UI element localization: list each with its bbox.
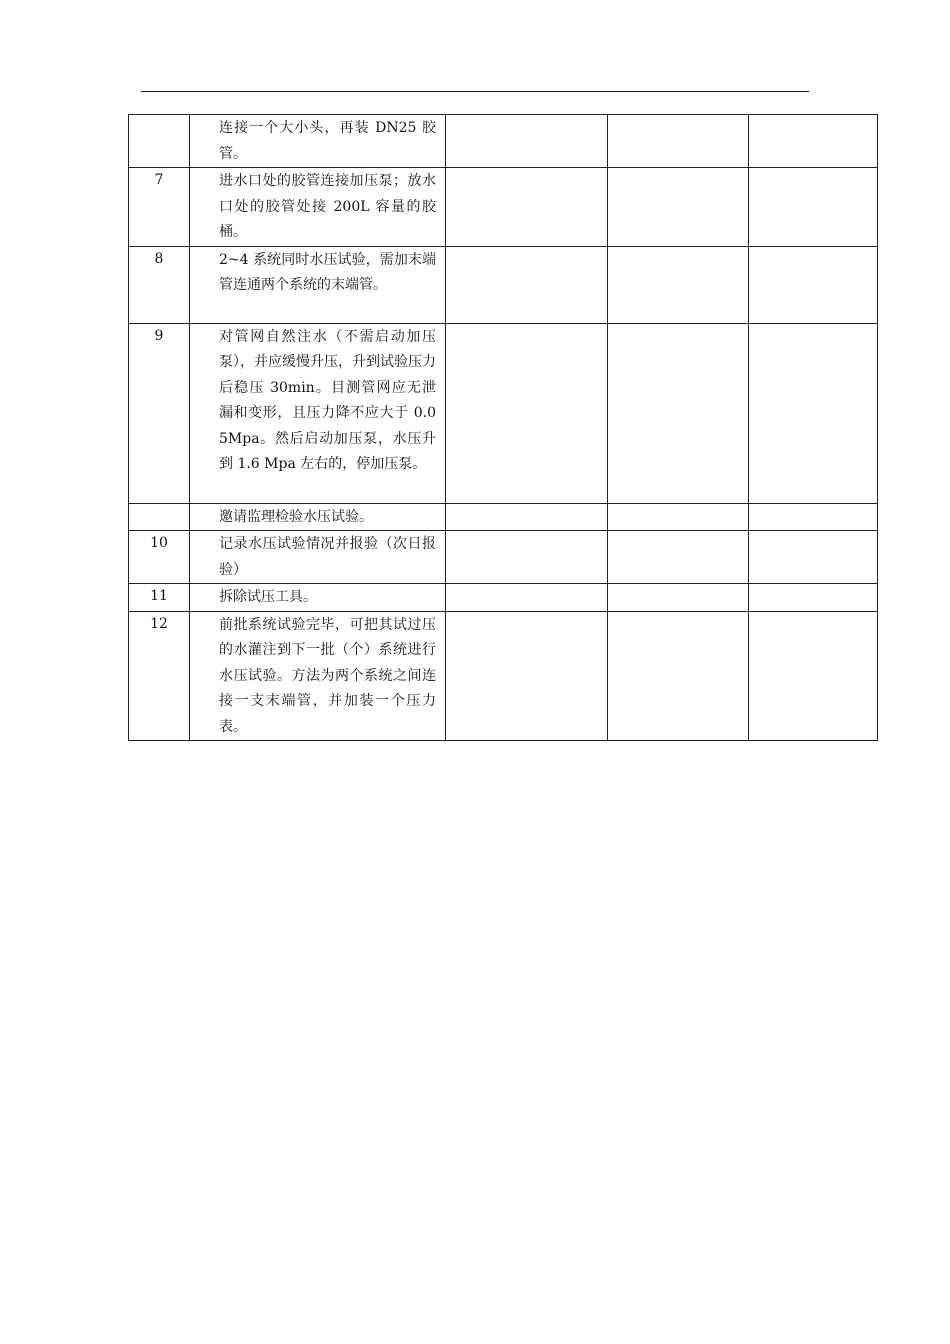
blank-cell — [608, 323, 749, 503]
blank-cell — [749, 168, 878, 247]
blank-cell — [608, 611, 749, 741]
blank-cell — [446, 611, 608, 741]
step-description: 2~4 系统同时水压试验，需加末端管连通两个系统的末端管。 — [190, 246, 446, 323]
step-description: 邀请监理检验水压试验。 — [190, 503, 446, 531]
step-description: 对管网自然注水（不需启动加压泵），并应缓慢升压，升到试验压力后稳压 30min。目测管网应无泄漏和变形，且压力降不应大于 0.05Mpa。然后启动加压泵，水压升到 1.6 Mpa 左右的，停加压泵。 — [190, 323, 446, 503]
blank-cell — [749, 611, 878, 741]
blank-cell — [446, 323, 608, 503]
step-number — [129, 115, 190, 168]
step-description: 记录水压试验情况并报验（次日报验） — [190, 531, 446, 584]
table-row — [129, 323, 878, 503]
step-number: 8 — [129, 246, 190, 323]
step-number: 11 — [129, 584, 190, 612]
table-row — [129, 584, 878, 612]
blank-cell — [608, 584, 749, 612]
table-row — [129, 168, 878, 247]
blank-cell — [749, 323, 878, 503]
blank-cell — [446, 168, 608, 247]
table-row — [129, 531, 878, 584]
table-row — [129, 611, 878, 741]
step-description: 前批系统试验完毕，可把其试过压的水灌注到下一批（个）系统进行水压试验。方法为两个系统之间连接一支末端管，并加装一个压力表。 — [190, 611, 446, 741]
header-rule — [141, 91, 809, 92]
blank-cell — [608, 503, 749, 531]
blank-cell — [749, 246, 878, 323]
step-number: 10 — [129, 531, 190, 584]
blank-cell — [749, 503, 878, 531]
blank-cell — [608, 531, 749, 584]
table-row — [129, 503, 878, 531]
blank-cell — [749, 115, 878, 168]
blank-cell — [446, 531, 608, 584]
step-description: 进水口处的胶管连接加压泵；放水口处的胶管处接 200L 容量的胶桶。 — [190, 168, 446, 247]
step-description: 连接一个大小头，再装 DN25 胶管。 — [190, 115, 446, 168]
step-number: 9 — [129, 323, 190, 503]
blank-cell — [608, 246, 749, 323]
step-number — [129, 503, 190, 531]
blank-cell — [749, 531, 878, 584]
blank-cell — [446, 503, 608, 531]
blank-cell — [608, 168, 749, 247]
table-row — [129, 115, 878, 168]
blank-cell — [446, 115, 608, 168]
blank-cell — [749, 584, 878, 612]
step-number: 12 — [129, 611, 190, 741]
table-row — [129, 246, 878, 323]
step-description: 拆除试压工具。 — [190, 584, 446, 612]
blank-cell — [446, 584, 608, 612]
procedure-table — [128, 114, 878, 741]
blank-cell — [446, 246, 608, 323]
blank-cell — [608, 115, 749, 168]
step-number: 7 — [129, 168, 190, 247]
